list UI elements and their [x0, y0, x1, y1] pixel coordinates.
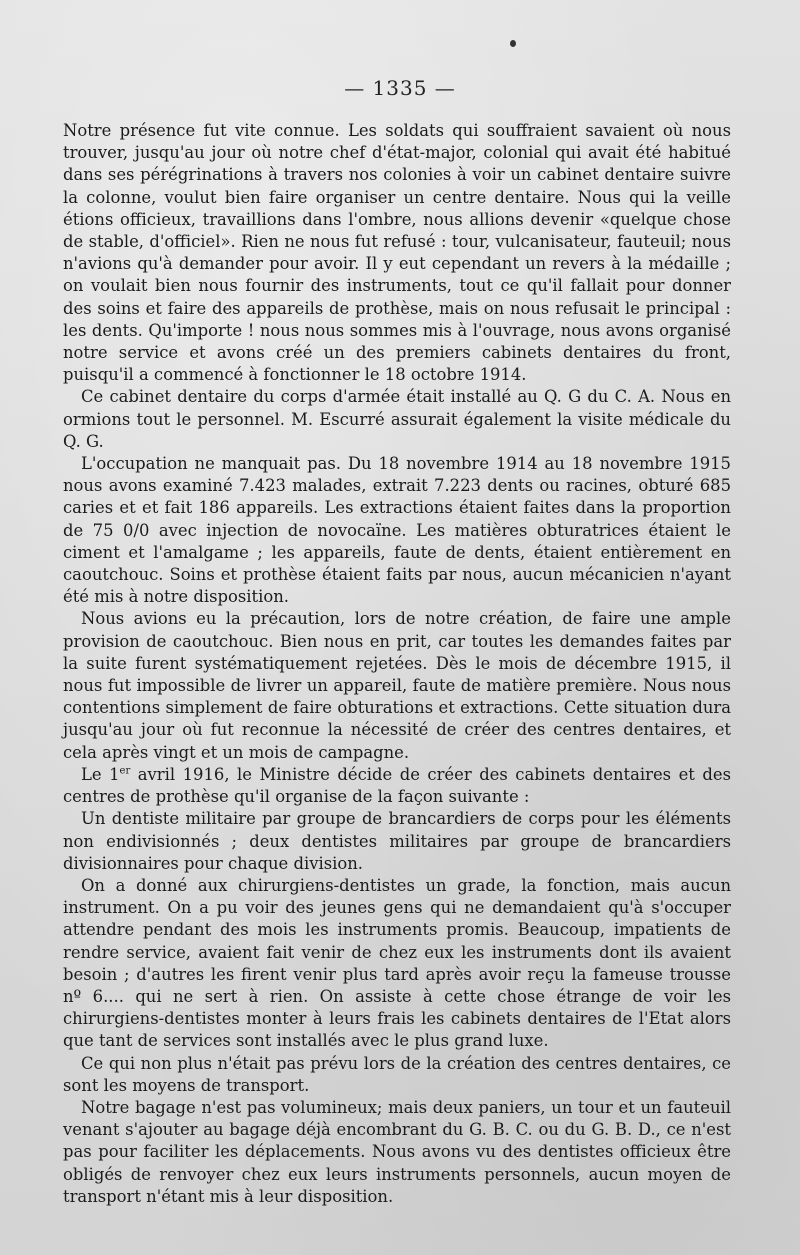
- paragraph-5-rest: avril 1916, le Ministre décide de créer des cabinets dentaires et des centres de prothèse qu'il organise de la façon suivante :: [63, 764, 731, 807]
- paragraph-8: Ce qui non plus n'était pas prévu lors de la création des centres dentaires, ce sont les moyens de transport.: [63, 1053, 731, 1095]
- paragraph-2: Ce cabinet dentaire du corps d'armée était installé au Q. G du C. A. Nous en ormions tout le personnel. M. Escurré assurait également la visite médicale du Q. G.: [63, 387, 731, 451]
- paragraph-5-start: Le 1: [81, 764, 120, 784]
- paragraph-6: Un dentiste militaire par groupe de brancardiers de corps pour les éléments non endivisionnés ; deux dentistes militaires par groupe de brancardiers divisionnaires pour chaque division.: [63, 809, 731, 873]
- ordinal-superscript: er: [119, 765, 131, 777]
- text-body: [63, 120, 731, 1208]
- ink-speck: [510, 40, 516, 47]
- paragraph-9: Notre bagage n'est pas volumineux; mais deux paniers, un tour et un fauteuil venant s'ajouter au bagage déjà encombrant du G. B. C. ou du G. B. D., ce n'est pas pour faciliter les déplacements. Nous avons vu des dentistes officieux être obligés de renvoyer chez eux leurs instruments personnels, aucun moyen de transport n'étant mis à leur disposition.: [63, 1097, 731, 1206]
- paragraph-1: Notre présence fut vite connue. Les soldats qui souffraient savaient où nous trouver, jusqu'au jour où notre chef d'état-major, colonial qui avait été habitué dans ses pérégrinations à travers nos colonies à voir un cabinet dentaire suivre la colonne, voulut bien faire organiser un centre dentaire. Nous qui la veille étions officieux, travaillions dans l'ombre, nous allions devenir «quelque chose de stable, d'officiel». Rien ne nous fut refusé : tour, vulcanisateur, fauteuil; nous n'avions qu'à demander pour avoir. Il y eut cependant un revers à la médaille ; on voulait bien nous fournir des instruments, tout ce qu'il fallait pour donner des soins et faire des appareils de prothèse, mais on nous refusait le principal : les dents. Qu'importe ! nous nous sommes mis à l'ouvrage, nous avons organisé notre service et avons créé un des premiers cabinets dentaires du front, puisqu'il a commencé à fonctionner le 18 octobre 1914.: [63, 121, 731, 385]
- paragraph-3: L'occupation ne manquait pas. Du 18 novembre 1914 au 18 novembre 1915 nous avons examiné 7.423 malades, extrait 7.223 dents ou racines, obturé 685 caries et et fait 186 appareils. Les extractions étaient faites dans la proportion de 75 0/0 avec injection de novocaïne. Les matières obturatrices étaient le ciment et l'amalgame ; les appareils, faute de dents, étaient entièrement en caoutchouc. Soins et prothèse étaient faits par nous, aucun mécanicien n'ayant été mis à notre disposition.: [63, 454, 731, 607]
- paragraph-7: On a donné aux chirurgiens-dentistes un grade, la fonction, mais aucun instrument. On a pu voir des jeunes gens qui ne demandaient qu'à s'occuper attendre pendant des mois les instruments promis. Beaucoup, impatients de rendre service, avaient fait venir de chez eux les instruments dont ils avaient besoin ; d'autres les firent venir plus tard après avoir reçu la fameuse trousse nº 6.... qui ne sert à rien. On assiste à cette chose étrange de voir les chirurgiens-dentistes monter à leurs frais les cabinets dentaires de l'Etat alors que tant de services sont installés avec le plus grand luxe.: [63, 875, 731, 1051]
- paragraph-4: Nous avions eu la précaution, lors de notre création, de faire une ample provision de caoutchouc. Bien nous en prit, car toutes les demandes faites par la suite furent systématiquement rejetées. Dès le mois de décembre 1915, il nous fut impossible de livrer un appareil, faute de matière première. Nous nous contentions simplement de faire obturations et extractions. Cette situation dura jusqu'au jour où fut reconnue la nécessité de créer des centres dentaires, et cela après vingt et un mois de campagne.: [63, 609, 731, 762]
- page-number: — 1335 —: [344, 76, 456, 100]
- paragraph-5: [63, 764, 731, 808]
